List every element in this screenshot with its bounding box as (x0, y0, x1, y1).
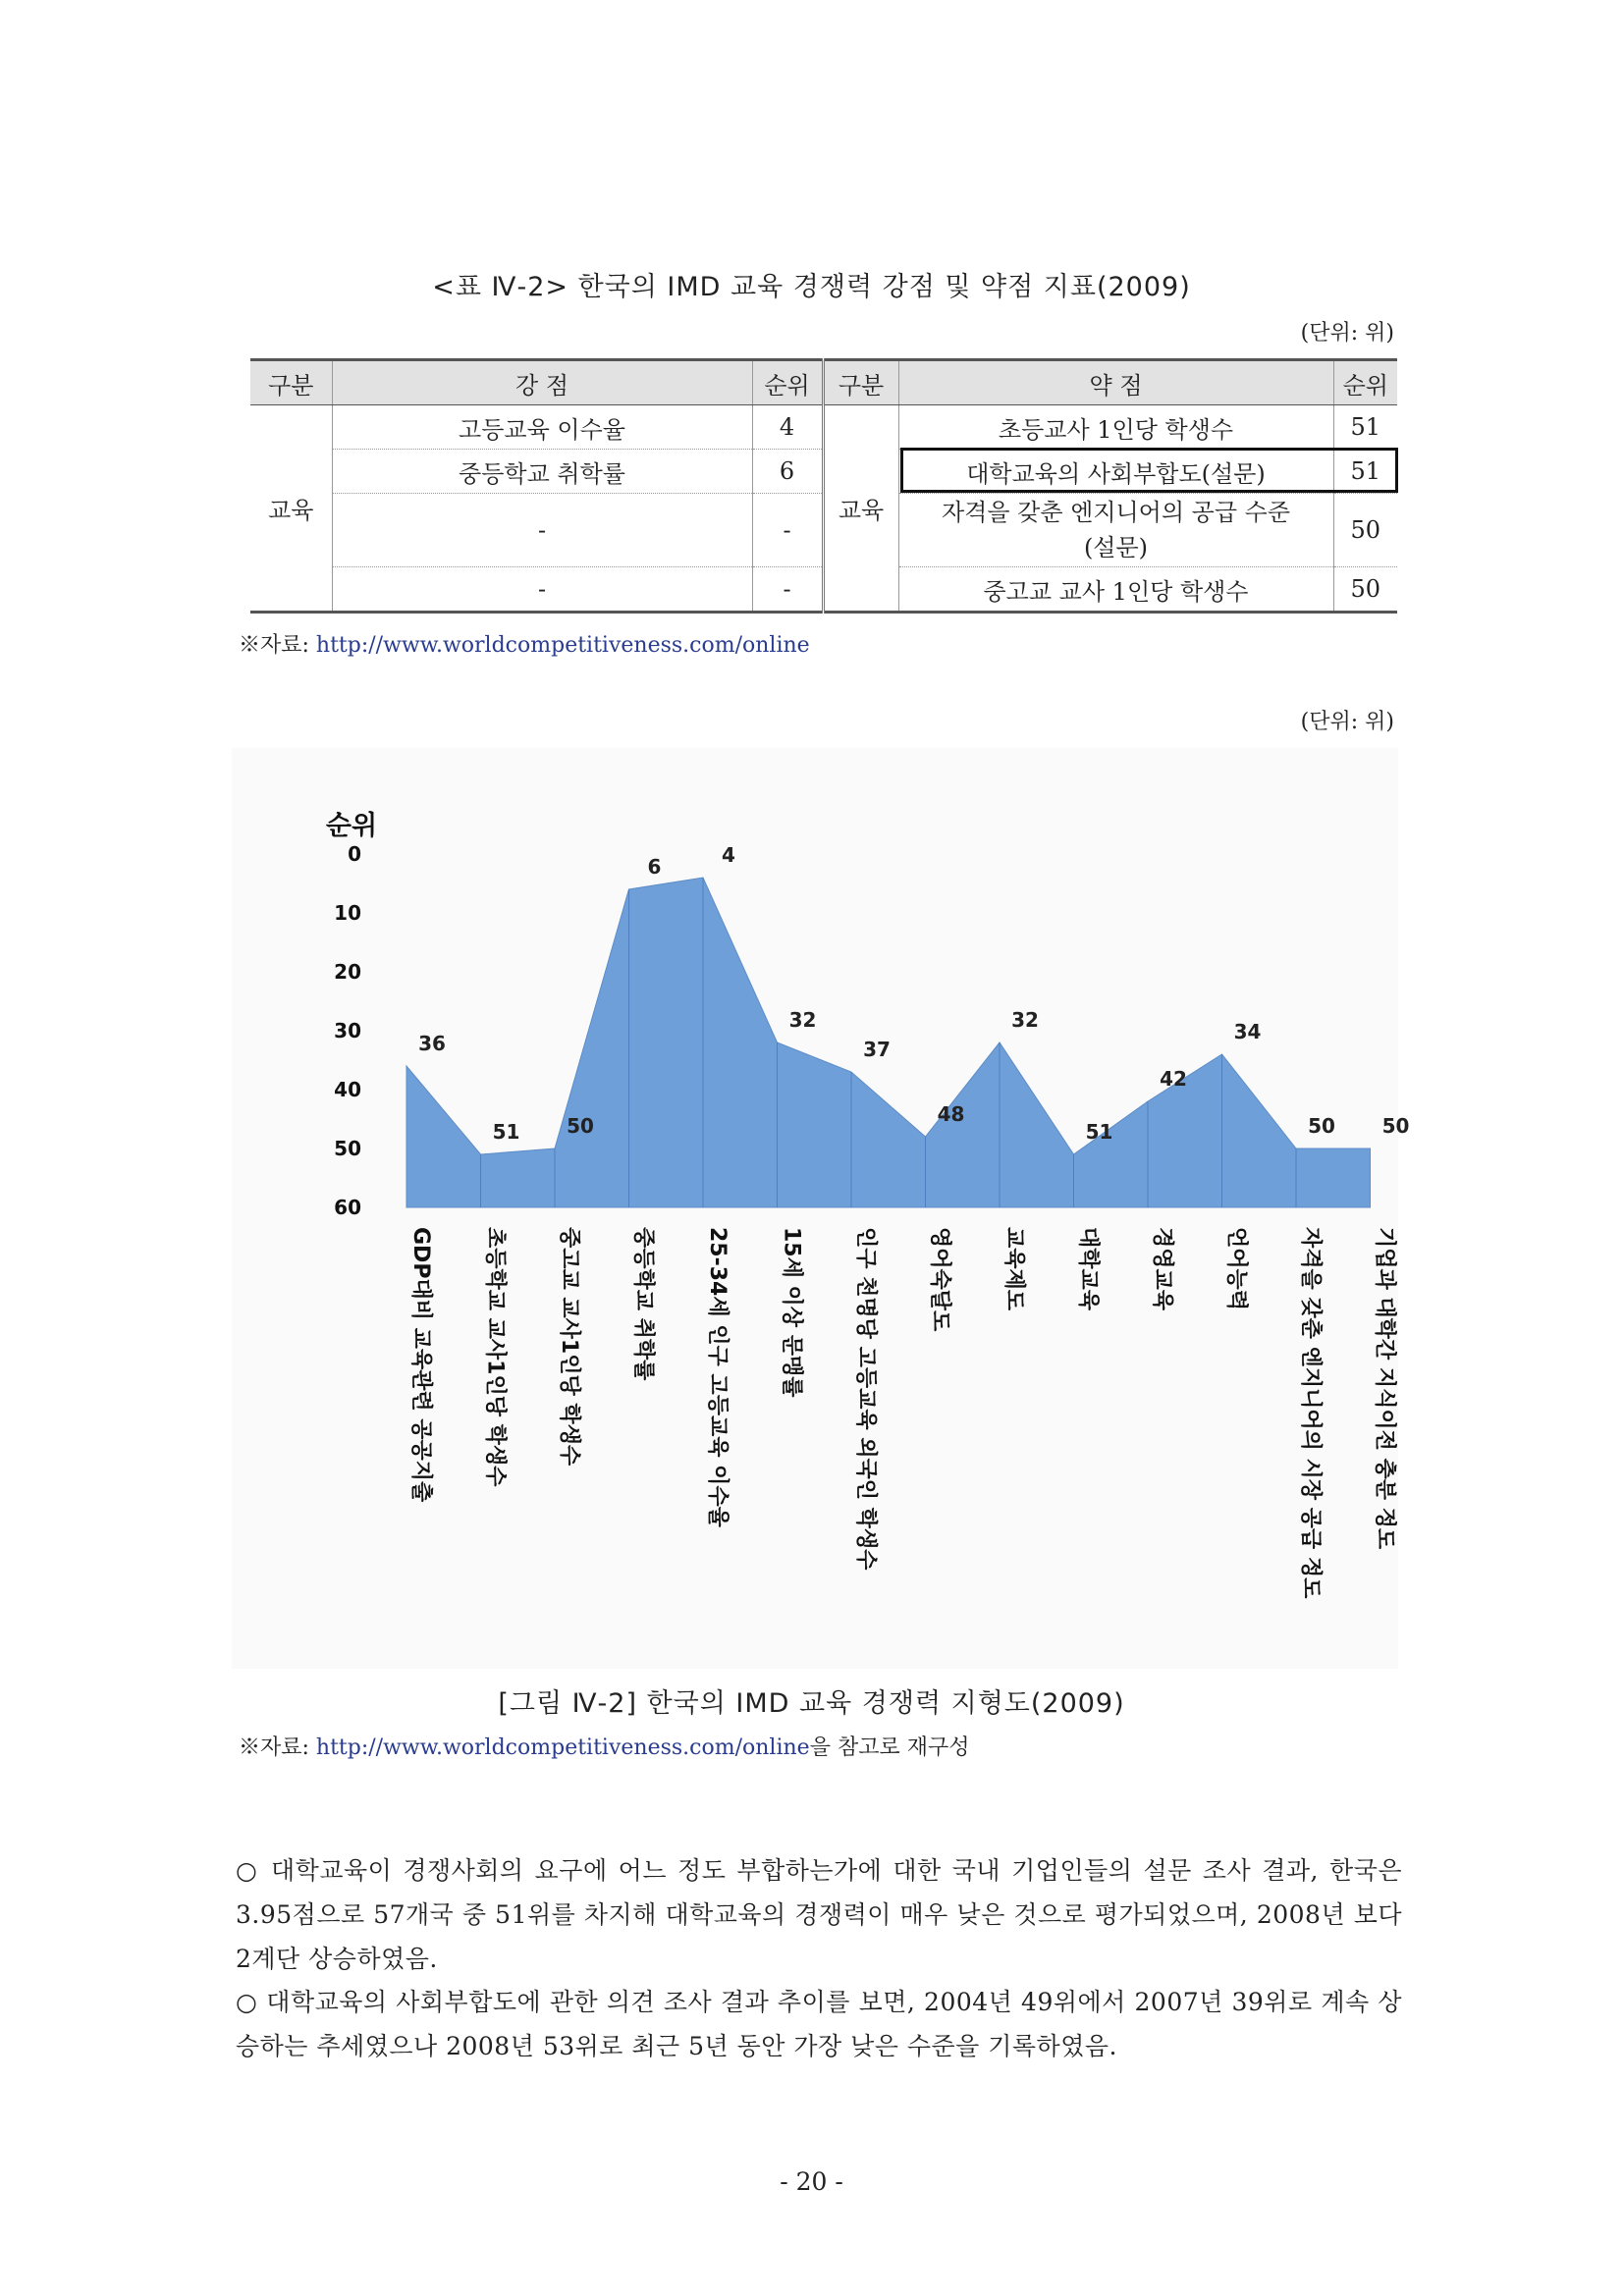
area-chart (232, 748, 1410, 1669)
data-label: 4 (722, 843, 735, 867)
y-tick-label: 40 (334, 1078, 361, 1101)
table-unit: (단위: 위) (1300, 321, 1394, 346)
header-rank-2: 순위 (1333, 360, 1397, 405)
weakness-rank-cell: 50 (1333, 494, 1397, 567)
header-category-2: 구분 (823, 360, 898, 405)
strength-cell: - (332, 494, 752, 567)
table-header-row (250, 360, 1397, 405)
paragraph-2: ○ 대학교육의 사회부합도에 관한 의견 조사 결과 추이를 보면, 2004년 49위에서 2007년 39위로 계속 상승하는 추세였으나 2008년 53위로 최근 5년 동안 가장 낮은 수준을 기록하였음. (236, 1988, 1402, 2060)
data-label: 34 (1233, 1020, 1262, 1043)
y-tick-label: 60 (334, 1196, 361, 1219)
y-tick-label: 10 (334, 901, 361, 925)
weakness-rank-cell: 50 (1333, 567, 1397, 613)
header-category: 구분 (250, 360, 332, 405)
x-tick-label: 중고교 교사1인당 학생수 (557, 1227, 581, 1467)
header-rank: 순위 (752, 360, 823, 405)
y-tick-label: 0 (348, 842, 361, 866)
source-prefix: ※자료: (239, 633, 316, 658)
strength-rank-cell: - (752, 494, 823, 567)
y-tick-label: 30 (334, 1019, 361, 1042)
data-label: 51 (1085, 1120, 1113, 1144)
data-label: 36 (418, 1032, 446, 1055)
weakness-rank-cell: 51 (1333, 450, 1397, 494)
strength-cell: - (332, 567, 752, 613)
x-tick-label: 교육제도 (1001, 1227, 1026, 1311)
y-tick-label: 50 (334, 1137, 361, 1160)
figure-source (239, 1731, 969, 1761)
strength-group-cell: 교육 (250, 405, 332, 613)
data-label: 6 (647, 855, 662, 879)
data-label: 32 (1011, 1008, 1039, 1032)
weakness-cell: 자격을 갖춘 엔지니어의 공급 수준(설문) (898, 494, 1333, 567)
strength-weakness-table (250, 358, 1397, 614)
x-tick-label: GDP대비 교육관련 공공지출 (408, 1227, 433, 1503)
x-tick-label: 15세 이상 문맹률 (779, 1227, 804, 1398)
strength-rank-cell: 4 (752, 405, 823, 450)
chart-unit: (단위: 위) (1300, 710, 1394, 734)
source-suffix: 을 참고로 재구성 (809, 1735, 970, 1760)
y-axis-label: 순위 (325, 811, 378, 841)
x-tick-label: 대학교육 (1075, 1227, 1101, 1311)
x-tick-label: 25-34세 인구 고등교육 이수율 (705, 1227, 730, 1527)
table-title: <표 Ⅳ-2> 한국의 IMD 교육 경쟁력 강점 및 약점 지표(2009) (432, 272, 1191, 302)
table-source (239, 628, 810, 659)
source-link[interactable]: http://www.worldcompetitiveness.com/online (315, 1735, 810, 1760)
data-label: 37 (863, 1038, 891, 1061)
x-tick-label: 언어능력 (1223, 1227, 1249, 1311)
data-label: 50 (567, 1114, 594, 1138)
x-tick-label: 중등학교 취학률 (630, 1227, 656, 1381)
weakness-cell: 초등교사 1인당 학생수 (898, 405, 1333, 450)
source-prefix: ※자료: (239, 1735, 316, 1760)
data-label: 50 (1381, 1114, 1410, 1138)
strength-cell: 중등학교 취학률 (332, 450, 752, 494)
data-label: 48 (937, 1102, 965, 1126)
paragraph-1: ○ 대학교육이 경쟁사회의 요구에 어느 정도 부합하는가에 대한 국내 기업인들의 설문 조사 결과, 한국은 3.95점으로 57개국 중 51위를 차지해 대학교육의 경쟁력이 매우 낮은 것으로 평가되었으며, 2008년 보다 2계단 상승하였음. (236, 1856, 1402, 1973)
x-tick-label: 기업과 대학간 지식이전 충분 정도 (1372, 1227, 1397, 1550)
x-tick-label: 경영교육 (1150, 1227, 1174, 1311)
weakness-cell: 대학교육의 사회부합도(설문) (898, 450, 1333, 494)
strength-cell: 고등교육 이수율 (332, 405, 752, 450)
data-label: 51 (492, 1120, 520, 1144)
page-number: - 20 - (780, 2167, 843, 2196)
x-tick-label: 영어숙달도 (927, 1227, 952, 1332)
strength-rank-cell: - (752, 567, 823, 613)
x-tick-label: 초등학교 교사1인당 학생수 (482, 1227, 508, 1487)
x-tick-label: 인구 천명당 고등교육 외국인 학생수 (853, 1227, 878, 1571)
weakness-group-cell: 교육 (823, 405, 898, 613)
x-tick-label: 자격을 갖춘 엔지니어의 시장 공급 정도 (1298, 1227, 1323, 1599)
weakness-rank-cell: 51 (1333, 405, 1397, 450)
header-weakness: 약 점 (898, 360, 1333, 405)
header-strength: 강 점 (332, 360, 752, 405)
chart-frame (232, 748, 1410, 1669)
data-label: 32 (788, 1008, 817, 1032)
table-row (250, 405, 1397, 450)
source-link[interactable]: http://www.worldcompetitiveness.com/online (315, 633, 810, 658)
weakness-cell: 중고교 교사 1인당 학생수 (898, 567, 1333, 613)
data-label: 42 (1160, 1067, 1187, 1091)
figure-caption: [그림 Ⅳ-2] 한국의 IMD 교육 경쟁력 지형도(2009) (498, 1688, 1125, 1719)
strength-rank-cell: 6 (752, 450, 823, 494)
y-tick-label: 20 (334, 960, 361, 984)
data-label: 50 (1308, 1114, 1335, 1138)
